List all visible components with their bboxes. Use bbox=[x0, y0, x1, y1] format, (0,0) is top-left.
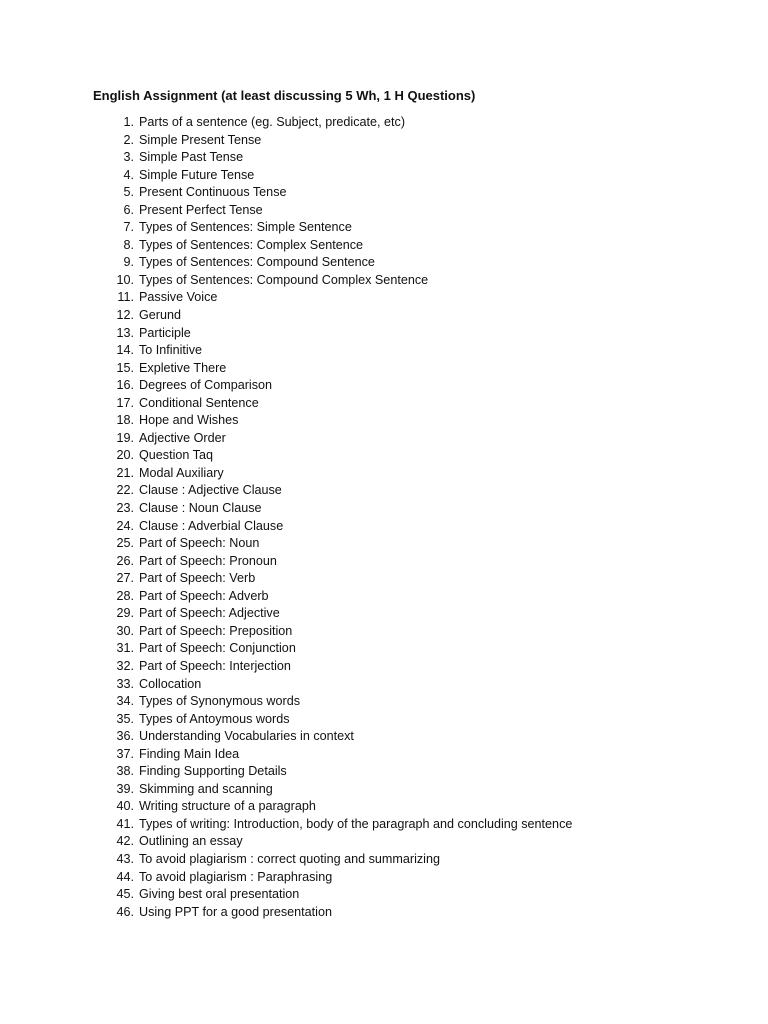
list-item-number: 11. bbox=[117, 290, 134, 305]
list-item-text: Part of Speech: Conjunction bbox=[139, 641, 296, 656]
list-item-number: 31. bbox=[116, 641, 134, 656]
list-item-number: 43. bbox=[116, 851, 134, 866]
list-item-text: Clause : Adjective Clause bbox=[139, 483, 282, 498]
list-item-number: 15. bbox=[116, 360, 134, 375]
list-item-number: 33. bbox=[116, 676, 134, 691]
list-item-text: Types of Synonymous words bbox=[139, 694, 300, 709]
list-item-text: Types of Sentences: Compound Sentence bbox=[139, 255, 375, 270]
list-item-text: Degrees of Comparison bbox=[139, 378, 272, 393]
list-item-text: Part of Speech: Interjection bbox=[139, 658, 291, 673]
list-item-text: Writing structure of a paragraph bbox=[139, 799, 316, 814]
list-item-text: Part of Speech: Noun bbox=[139, 536, 260, 551]
list-item-number: 28. bbox=[116, 588, 134, 603]
list-item-text: Finding Supporting Details bbox=[139, 764, 287, 779]
list-item-number: 9. bbox=[123, 255, 134, 270]
list-item-text: Participle bbox=[139, 325, 191, 340]
list-item-number: 23. bbox=[116, 501, 134, 516]
list-item-number: 41. bbox=[116, 816, 134, 831]
list-item-text: Clause : Noun Clause bbox=[139, 501, 262, 516]
list-item-number: 10. bbox=[116, 272, 134, 287]
list-item-number: 4. bbox=[123, 167, 134, 182]
list-item-text: Clause : Adverbial Clause bbox=[139, 518, 284, 533]
list-item-number: 42. bbox=[116, 834, 134, 849]
list-item-number: 45. bbox=[116, 887, 134, 902]
list-item-number: 14. bbox=[116, 343, 134, 358]
list-item-number: 22. bbox=[116, 483, 134, 498]
list-item-text: Understanding Vocabularies in context bbox=[139, 729, 354, 744]
list-item-text: Conditional Sentence bbox=[139, 395, 259, 410]
list-item-text: To avoid plagiarism : Paraphrasing bbox=[139, 869, 333, 884]
list-item-number: 46. bbox=[116, 904, 134, 919]
list-item-text: Skimming and scanning bbox=[139, 781, 273, 796]
list-item-number: 25. bbox=[116, 536, 134, 551]
list-item-text: Part of Speech: Adjective bbox=[139, 606, 280, 621]
list-item-number: 13. bbox=[116, 325, 134, 340]
list-item-text: Simple Past Tense bbox=[139, 150, 244, 165]
list-item-text: Simple Present Tense bbox=[139, 132, 262, 147]
list-item-number: 2. bbox=[123, 132, 134, 147]
list-item-text: Part of Speech: Pronoun bbox=[139, 553, 277, 568]
list-item-number: 34. bbox=[116, 694, 134, 709]
list-item-number: 16. bbox=[116, 378, 134, 393]
list-item-number: 19. bbox=[116, 430, 134, 445]
list-item-text: Expletive There bbox=[139, 360, 227, 375]
list-item-text: Gerund bbox=[139, 308, 182, 323]
list-item-text: Question Taq bbox=[139, 448, 213, 463]
list-item-text: Adjective Order bbox=[139, 430, 226, 445]
list-item-text: Types of Antoymous words bbox=[139, 711, 290, 726]
list-item-number: 29. bbox=[116, 606, 134, 621]
list-item-text: Types of writing: Introduction, body of the paragraph and concluding sentence bbox=[139, 816, 573, 831]
list-item-text: To avoid plagiarism : correct quoting and summarizing bbox=[139, 851, 440, 866]
list-item-number: 24. bbox=[116, 518, 134, 533]
list-item-text: Giving best oral presentation bbox=[139, 887, 300, 902]
list-item-text: Types of Sentences: Complex Sentence bbox=[139, 237, 364, 252]
list-item-text: Types of Sentences: Compound Complex Sentence bbox=[139, 272, 429, 287]
list-item-text: Passive Voice bbox=[139, 290, 218, 305]
list-item-text: Types of Sentences: Simple Sentence bbox=[139, 220, 352, 235]
list-item-number: 3. bbox=[123, 150, 134, 165]
list-item-text: Modal Auxiliary bbox=[139, 465, 224, 480]
list-item-text: Hope and Wishes bbox=[139, 413, 239, 428]
list-item-text: Outlining an essay bbox=[139, 834, 243, 849]
list-item-text: Present Continuous Tense bbox=[139, 185, 287, 200]
list-item-text: Finding Main Idea bbox=[139, 746, 240, 761]
list-item-text: Collocation bbox=[139, 676, 202, 691]
list-item-number: 1. bbox=[123, 115, 134, 129]
list-item-text: To Infinitive bbox=[139, 343, 202, 358]
list-item-number: 18. bbox=[116, 413, 134, 428]
list-item-number: 44. bbox=[116, 869, 134, 884]
list-item-number: 8. bbox=[123, 237, 134, 252]
list-item-number: 36. bbox=[116, 729, 134, 744]
list-item-number: 27. bbox=[116, 571, 134, 586]
list-item-number: 17. bbox=[116, 395, 134, 410]
list-item-text: Part of Speech: Verb bbox=[139, 571, 256, 586]
list-item-number: 38. bbox=[116, 764, 134, 779]
list-item-text: Part of Speech: Adverb bbox=[139, 588, 269, 603]
list-item-number: 35. bbox=[116, 711, 134, 726]
list-item-text: Simple Future Tense bbox=[139, 167, 255, 182]
list-item-number: 26. bbox=[116, 553, 134, 568]
list-item-number: 40. bbox=[116, 799, 134, 814]
document-title: English Assignment (at least discussing 5 Wh, 1 H Questions) bbox=[93, 88, 476, 103]
list-item-number: 39. bbox=[116, 781, 134, 796]
list-item-number: 20. bbox=[116, 448, 134, 463]
list-item-text: Parts of a sentence (eg. Subject, predicate, etc) bbox=[139, 115, 406, 129]
list-item-number: 37. bbox=[116, 746, 134, 761]
list-item-number: 6. bbox=[123, 202, 134, 217]
list-item-number: 30. bbox=[116, 623, 134, 638]
list-item-text: Using PPT for a good presentation bbox=[139, 904, 332, 919]
list-item-text: Part of Speech: Preposition bbox=[139, 623, 293, 638]
list-item-number: 32. bbox=[116, 658, 134, 673]
list-item-number: 7. bbox=[123, 220, 134, 235]
list-item-number: 21. bbox=[116, 465, 134, 480]
list-item-number: 5. bbox=[123, 185, 134, 200]
list-item-number: 12. bbox=[116, 308, 134, 323]
list-item-text: Present Perfect Tense bbox=[139, 202, 263, 217]
